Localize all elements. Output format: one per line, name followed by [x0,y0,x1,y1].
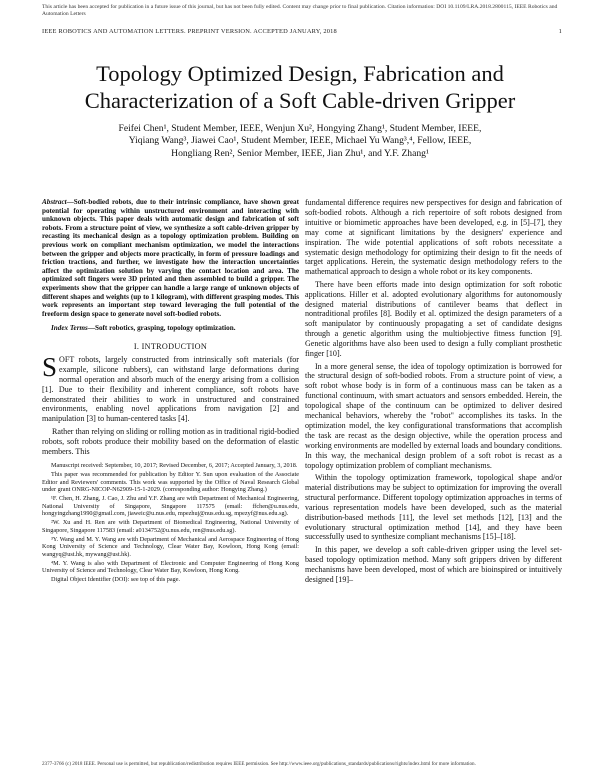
copyright-line: 2377-3766 (c) 2018 IEEE. Personal use is permitted, but republication/redistribution requires IEEE permission. See http://www.ieee.org/publications_standards/publications/rights/index.html for more information. [42,761,476,767]
body-paragraph-2: There have been efforts made into design optimization for soft robotic applications. Hiller et al. adopted evolutionary algorithms for autonomously designed material distributions of cantilever beams that deflect in nontraditional profiles [8]. Bodily et al. optimized the design parameters of a soft manipulator by continuously propagating a set of candidate designs through a genetic algorithm using the multiobjective fitness function [9]. Genetic algorithms have also been used to design a fully compliant prosthetic finger [10]. [305,279,562,359]
footnote-affiliation-1: ¹F. Chen, H. Zhang, J. Cao, J. Zhu and Y.F. Zhang are with Department of Mechanical Engineering, National University of Singapore, Singapore 117575 (email: ffchen@u.nus.edu, hongyingzhang1990@gmail.com, jiaweic@u.nus.edu, mpezhuj@nus.edu.sg, mpezyf@nus.edu.sg). [42,495,299,518]
running-header [42,28,562,35]
section-heading-introduction: I. INTRODUCTION [133,341,208,351]
paper-title [40,60,560,114]
footnote-manuscript: Manuscript received: September, 10, 2017; Revised December, 6, 2017; Accepted January, 3, 2018. [51,462,298,470]
abstract [42,198,299,318]
footnote-affiliation-4: ⁴M. Y. Wang is also with Department of Electronic and Computer Engineering of Hong Kong University of Science and Technology, Clear Water Bay, Kowloon, Hong Kong. [42,559,299,575]
footnote-recommendation: This paper was recommended for publication by Editor Y. Sun upon evaluation of the Associate Editor and Reviewers' comments. This work was supported by the Office of Naval Research Global under grant ONRG-NICOP-N62909-15-1-2029. (corresponding author: Hongying Zhang.) [42,471,299,494]
intro-paragraph-1 [42,351,299,424]
title-line-1: Topology Optimized Design, Fabrication and [96,61,504,86]
authors-line-2: Yiqiang Wang³, Jiawei Cao¹, Student Member, IEEE, Michael Yu Wang³,⁴, Fellow, IEEE, [128,135,472,147]
title-line-2: Characterization of a Soft Cable-driven Gripper [84,88,516,113]
footnotes [42,462,299,584]
footnote-affiliation-3: ³Y. Wang and M. Y. Wang are with Department of Mechanical and Aerospace Engineering of Hong Kong University of Science and Technology, Clear Water Bay, Kowloon, Hong Kong (email: wangyq@ust.hk, mywang@ust.hk). [42,535,299,558]
index-terms [42,324,299,333]
footnote-doi: Digital Object Identifier (DOI): see top of this page. [51,576,181,584]
abstract-text: —Soft-bodied robots, due to their intrinsic compliance, have shown great potential for operating within unstructured environment and interacting with unknown objects. This paper deals with automatic design and fabrication of soft robots. From a structure point of view, we synthesize a soft cable-driven gripper by recasting its mechanical design as a topology optimization problem. Building on previous work on compliant mechanism optimization, we model the interactions between the gripper and objects more practically, in form of pressure loadings and friction tractions, and further, we investigate how the interaction uncertainties affect the optimization solution by varying the contact location and area. The optimized soft fingers were 3D printed and then assembled to build a gripper. The experiments show that the gripper can handle a large range of unknown objects of different shapes and weights (up to 1 kilogram), with different grasping modes. This work represents an important step toward leveraging the full potential of the freeform design space to generate novel soft-bodied robots. [42,198,299,318]
body-paragraph-5: In this paper, we develop a soft cable-driven gripper using the level set-based topology optimization method. Many soft grippers driven by different mechanisms have been developed, most of which are bioinspired or intuitively designed [19]– [305,544,562,584]
index-terms-label: Index Terms [51,324,88,333]
page-number: 1 [558,28,562,35]
drop-cap: S [42,351,58,382]
authors-line-1: Feifei Chen¹, Student Member, IEEE, Wenjun Xu², Hongying Zhang¹, Student Member, IEEE, [118,123,482,134]
left-column [42,198,299,585]
abstract-label: Abstract [42,198,67,206]
journal-header-text: IEEE ROBOTICS AND AUTOMATION LETTERS. PREPRINT VERSION. ACCEPTED JANUARY, 2018 [42,28,337,35]
authors-line-3: Hongliang Ren², Senior Member, IEEE, Jian Zhu¹, and Y.F. Zhang¹ [171,147,429,159]
body-paragraph-3: In a more general sense, the idea of topology optimization is borrowed for the structural design of soft-bodied robots. From a structure point of view, a soft robot whose body is in form of a continuous mass can be taken as a functional continuum, with smart actuators and sensors embedded. Herein, the topological shape of the continuum can be optimized to deliver desired mechanical behaviors, whereby the "robot" accomplishes its tasks. In the optimization model, the key configurational transformations that accomplish the task are recast as the design objective, while the operation process and working environments are modelled by external loads and boundary conditions. In this way, the mechanical design problem of a soft robot is recast as a topology optimization problem of compliant mechanisms. [305,361,562,470]
footnote-affiliation-2: ²W. Xu and H. Ren are with Department of Biomedical Engineering, National University of Singapore, Singapore 117583 (email: a0134752@u.nus.edu, ren@nus.edu.sg). [42,519,299,534]
publication-notice: This article has been accepted for publication in a future issue of this journal, but has not been fully edited. Content may change prior to final publication. Citation information: DOI 10.1109/LRA.2018.2800115, IEEE Robotics and Automation Letters [42,4,558,17]
index-terms-text: —Soft robotics, grasping, topology optimization. [87,324,236,333]
body-paragraph-4: Within the topology optimization framework, topological shape and/or material distributions may be subject to optimization for improving the overall structural performance. Different topology optimization approaches in terms of various representation models have been developed, such as the material distribution-based methods [11], the level set methods [12], [13] and the evolutionary structural optimization method [14], and they have been successfully used to synthesize compliant mechanisms [15]–[18]. [305,472,562,542]
author-list [50,123,550,160]
intro-paragraph-2: Rather than relying on sliding or rolling motion as in traditional rigid-bodied robots, soft robots produce their mobility based on the deformation of elastic members. This [42,426,299,456]
body-paragraph-1: fundamental difference requires new perspectives for design and fabrication of soft-bodied robots. Although a rich repertoire of soft robots designed from intuitive or biomimetic approaches have been developed, e.g. in [5]–[7], they may come at significant limitations by the designers' experience and inspiration. The wide potential applications of soft robots necessitate a systematic design methodology for optimizing their design to fit the needs of target applications. Herein, the systematic design methodology refers to the mathematical approach to design a whole robot or its key components. [305,198,562,277]
intro-paragraph-1-text: OFT robots, largely constructed from intrinsically soft materials (for example, silicone rubbers), can withstand large deformations during normal operation and absorb much of the energy arising from a collision [1]. Due to their flexibility and inherent compliance, soft robots have demonstrated their abilities to work in unstructured and constrained environments, enabling novel applications from navigation [2] and manipulation [3] to human-centered tasks [4]. [42,354,299,424]
right-column [305,198,562,584]
